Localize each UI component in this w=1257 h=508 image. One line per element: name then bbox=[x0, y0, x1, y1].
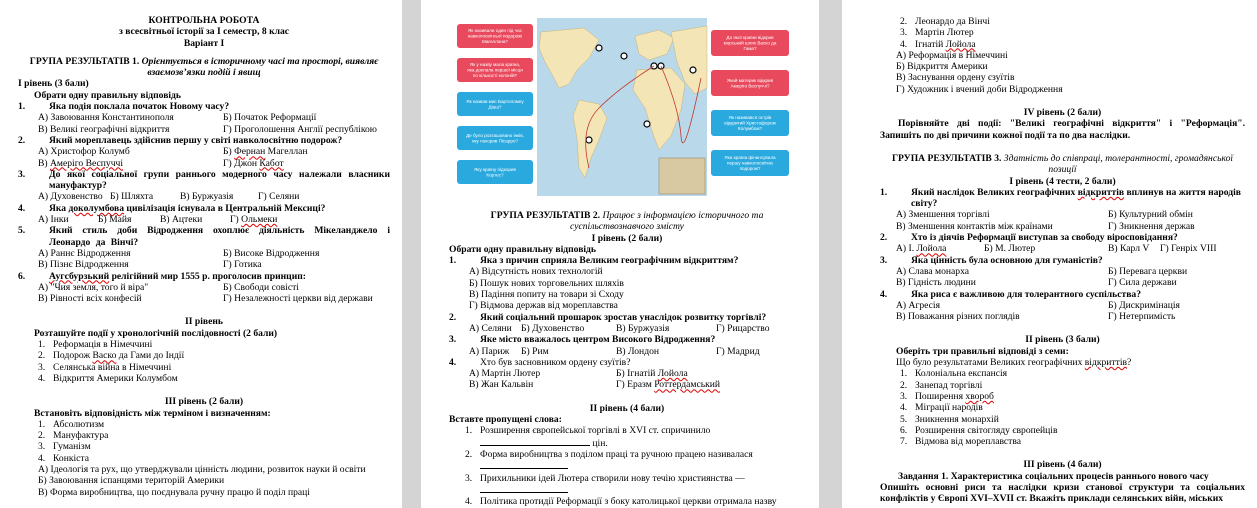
list-item bbox=[18, 373, 390, 384]
item-text: да Гами до Індії bbox=[116, 350, 185, 362]
group1-title: ГРУПА РЕЗУЛЬТАТІВ 1. bbox=[29, 55, 140, 67]
group2-title: ГРУПА РЕЗУЛЬТАТІВ 2. bbox=[490, 210, 601, 221]
p1-q5-options bbox=[18, 248, 390, 259]
option: В) Зменшення контактів між країнами bbox=[896, 220, 1053, 232]
item-text: Прихильники ідей Лютера створили нову течію християнства — bbox=[480, 472, 745, 484]
option: А) Інки bbox=[38, 214, 69, 226]
fill-item bbox=[449, 473, 805, 497]
text-part: цивілізація існувала в Центральній Мексиці? bbox=[124, 202, 326, 214]
item-text: Форма виробництва з поділом праці та ручною працею називалася bbox=[480, 448, 753, 460]
option: Б) Початок Реформації bbox=[223, 112, 317, 124]
option bbox=[38, 158, 223, 169]
p3-level4-heading: ІV рівень (2 бали) bbox=[1023, 107, 1102, 119]
p3-results-list bbox=[880, 368, 1245, 447]
p1-level2-instruction: Розташуйте події у хронологічній послідовності (2 бали) bbox=[34, 327, 278, 339]
p1-level2-heading: ІІ рівень bbox=[185, 316, 223, 328]
p1-level1-instruction: Обрати одну правильну відповідь bbox=[34, 89, 181, 101]
p1-q1-options bbox=[18, 112, 390, 123]
map-marker bbox=[644, 121, 650, 127]
p1-q4-options bbox=[18, 214, 390, 225]
item-number: 3. bbox=[465, 472, 473, 484]
spellcheck-word: Фернан bbox=[234, 146, 266, 158]
item-number: 3. bbox=[900, 27, 908, 39]
fill-item bbox=[449, 425, 805, 449]
option: Б) Рим bbox=[521, 345, 549, 357]
document-page-1 bbox=[0, 0, 402, 508]
question-box-text: Яка країна фінансувала першу навколосвітню подорож? bbox=[724, 155, 776, 171]
option: Г) Сила держави bbox=[1108, 277, 1177, 289]
list-item bbox=[880, 414, 1245, 425]
item-text: Колоніальна експансія bbox=[915, 368, 1008, 380]
option: В) Буржуазія bbox=[616, 322, 670, 334]
option: Б) Духовенство bbox=[521, 322, 585, 334]
item-number: 4. bbox=[465, 496, 473, 508]
p1-q3-number: 3. bbox=[18, 168, 26, 180]
p1-level3-heading: ІІІ рівень (2 бали) bbox=[164, 396, 244, 408]
question-box-text: Як називали один під час навколосвітньої подорожі Магеллана? bbox=[467, 28, 523, 44]
document-page-3 bbox=[842, 0, 1257, 508]
group2-desc: Працює з інформацією історичного та суспільствознавчого змісту bbox=[570, 210, 764, 233]
option: Г) Незалежності церкви від держави bbox=[223, 293, 373, 305]
answer-blank[interactable] bbox=[480, 437, 590, 446]
p3-q1 bbox=[880, 187, 1245, 210]
p1-q3-text: До якої соціальної групи раннього модерного часу належали власники мануфактур? bbox=[49, 168, 390, 192]
p1-q6-text bbox=[33, 271, 390, 282]
spellcheck-word: Амеріго Веспуччі bbox=[50, 157, 124, 169]
text-part: релігійний мир 1555 р. проголосив принцип: bbox=[109, 270, 306, 282]
option bbox=[223, 158, 284, 169]
item-text: Гуманізм bbox=[53, 441, 91, 453]
spellcheck-word: Лойола bbox=[657, 368, 688, 380]
option: А) Духовенство bbox=[38, 191, 103, 203]
option-prefix: Б) Ігнатій bbox=[616, 368, 658, 380]
list-item bbox=[880, 402, 1245, 413]
option: В) Поважання різних поглядів bbox=[896, 311, 1020, 323]
p1-q6-options-2 bbox=[18, 293, 390, 304]
p3-level4-text: Порівняйте дві події: "Великі географічні відкриття" і "Реформація". Запишіть по дві причини кожної події та по два наслідки. bbox=[880, 118, 1245, 141]
p1-q2-options bbox=[18, 146, 390, 157]
list-item bbox=[880, 380, 1245, 391]
p2-q4-options-2 bbox=[449, 379, 805, 390]
item-text: Міграції народів bbox=[915, 402, 983, 414]
p2-q3-text: Яке місто вважалось центром Високого Відродження? bbox=[480, 334, 716, 346]
p3-q3-number: 3. bbox=[880, 254, 888, 266]
option: В) Гідність людини bbox=[896, 277, 976, 289]
p1-q3 bbox=[18, 169, 390, 192]
p2-level1-instruction: Обрати одну правильну відповідь bbox=[449, 243, 596, 255]
option: А) Париж bbox=[469, 345, 510, 357]
list-item bbox=[880, 368, 1245, 379]
list-item bbox=[880, 391, 1245, 402]
p1-level1-heading: І рівень (3 бали) bbox=[18, 78, 89, 90]
option: В) Великі географічні відкриття bbox=[38, 123, 170, 135]
list-item bbox=[880, 39, 1245, 50]
p1-q2 bbox=[18, 135, 390, 146]
item-text: Відмова від мореплавства bbox=[915, 436, 1022, 448]
option: В) Лондон bbox=[616, 345, 660, 357]
variant-label: Варіант І bbox=[183, 37, 225, 49]
spellcheck-word: Роттердамський bbox=[654, 379, 721, 391]
option: В) Пізнє Відродження bbox=[38, 259, 129, 271]
text-part: Який наслідок Великих географічних bbox=[911, 186, 1078, 198]
item-text: Ігнатій bbox=[915, 38, 946, 50]
item-text: Розширення світогляду європейців bbox=[915, 424, 1058, 436]
option bbox=[896, 243, 984, 254]
p2-q1 bbox=[449, 255, 805, 266]
task1-title: Завдання 1. Характеристика соціальних процесів раннього нового часу bbox=[898, 470, 1209, 482]
p1-chronology-list bbox=[18, 339, 390, 384]
item-text: Селянська війна в Німеччині bbox=[53, 361, 172, 373]
p1-q5 bbox=[18, 225, 390, 248]
option: Б) Свободи совісті bbox=[223, 281, 299, 293]
p2-q2 bbox=[449, 312, 805, 323]
option: А) Завоювання Константинополя bbox=[38, 112, 174, 124]
item-number: 2. bbox=[38, 350, 46, 362]
option: Г) Рицарство bbox=[716, 322, 770, 334]
item-number: 3. bbox=[900, 390, 908, 402]
list-item bbox=[18, 453, 390, 464]
right-question-boxes bbox=[711, 30, 789, 176]
p3-q1-text bbox=[895, 187, 1245, 210]
option: А) Селяни bbox=[469, 322, 512, 334]
option-prefix: В) bbox=[38, 157, 50, 169]
text-part: ? bbox=[1127, 357, 1132, 369]
option: А) Зменшення торгівлі bbox=[896, 209, 990, 221]
p2-q2-number: 2. bbox=[449, 311, 457, 323]
question-box-text: Як називався острів відкритий Христофором Колумбом? bbox=[724, 115, 776, 131]
item-number: 4. bbox=[900, 38, 908, 50]
list-item bbox=[880, 16, 1245, 27]
spellcheck-word: відкриттів bbox=[1077, 186, 1125, 198]
spellcheck-word: хвороб bbox=[965, 390, 994, 402]
map-marker bbox=[690, 67, 696, 73]
task1-text: Опишіть основні риси та наслідки кризи станової структури та соціальних конфліктів у Європі ХVІ–ХVІІ ст. Вкажіть приклади селянських війн, міських bbox=[880, 481, 1245, 505]
p3-q3-text: Яка цінність була основною для гуманістів? bbox=[911, 254, 1103, 266]
group3-title: ГРУПА РЕЗУЛЬТАТІВ 3. bbox=[891, 152, 1002, 164]
option: А) "Чия земля, того й віра" bbox=[38, 281, 149, 293]
answer-blank[interactable] bbox=[480, 460, 568, 469]
option: А) Відсутність нових технологій bbox=[469, 266, 603, 278]
p2-q4-number: 4. bbox=[449, 356, 457, 368]
text-part: Що було результатами Великих географічних bbox=[896, 357, 1085, 369]
group1-desc: Орієнтується в історичному часі та просторі, виявляє взаємозв’язки подій і явищ bbox=[139, 55, 379, 79]
map-svg bbox=[449, 18, 794, 196]
item-text: Абсолютизм bbox=[53, 418, 105, 430]
option: В) Рівності всіх конфесій bbox=[38, 293, 142, 305]
question-box-text: Як у назву мала країна, яка доклала першої місця по кількості колоній? bbox=[467, 62, 523, 78]
item-text: Занепад торгівлі bbox=[915, 379, 983, 391]
item-text: цін. bbox=[592, 437, 608, 449]
option: В) Карл V bbox=[1108, 243, 1150, 255]
option: А) Мартін Лютер bbox=[469, 368, 541, 380]
p3-q4-options-2 bbox=[880, 311, 1245, 322]
p2-q2-text: Який соціальний прошарок зростав унаслідок розвитку торгівлі? bbox=[480, 311, 767, 323]
question-box-text: Як назвав мис Бартоломеу Діаш? bbox=[466, 98, 524, 110]
p1-q5-number: 5. bbox=[18, 225, 26, 237]
p3-q4-text: Яка риса є важливою для толерантного суспільства? bbox=[911, 288, 1141, 300]
p3-level2-heading: ІІ рівень (3 бали) bbox=[1025, 334, 1100, 346]
p1-q5-text: Який стиль доби Відродження охоплює діяльність Мікеланджело і Леонардо да Вінчі? bbox=[49, 225, 390, 248]
option: Г) Проголошення Англії республікою bbox=[223, 123, 377, 135]
option-suffix: Магеллан bbox=[265, 146, 308, 158]
option: Б) Високе Відродження bbox=[223, 247, 320, 259]
list-item bbox=[880, 425, 1245, 436]
p1-terms-list bbox=[18, 419, 390, 464]
p1-q2-number: 2. bbox=[18, 134, 26, 146]
item-number: 1. bbox=[465, 425, 473, 437]
group1-heading bbox=[18, 56, 390, 79]
list-item bbox=[18, 339, 390, 350]
option-prefix: Б) bbox=[223, 146, 235, 158]
p3-q2-text: Хто із діячів Реформації виступав за свободу віросповідання? bbox=[911, 232, 1178, 244]
p2-q4-options bbox=[449, 368, 805, 379]
fill-item bbox=[449, 449, 805, 473]
option: В) Ацтеки bbox=[160, 214, 203, 226]
option bbox=[223, 146, 308, 157]
item-text: Леонардо да Вінчі bbox=[915, 16, 990, 27]
p3-q3 bbox=[880, 255, 1245, 266]
item-number: 4. bbox=[38, 372, 46, 384]
option: А) Христофор Колумб bbox=[38, 146, 130, 158]
p1-q1 bbox=[18, 101, 390, 112]
map-inset-image bbox=[659, 158, 705, 194]
p2-q4-text: Хто був засновником ордену єзуїтів? bbox=[480, 356, 631, 368]
p3-q4-options bbox=[880, 300, 1245, 311]
p1-q6-options bbox=[18, 282, 390, 293]
list-item bbox=[880, 27, 1245, 38]
p3-q2-options bbox=[880, 243, 1245, 254]
option: Б) Пошук нових торговельних шляхів bbox=[469, 277, 624, 289]
option: Г) Мадрид bbox=[716, 345, 760, 357]
spellcheck-word: Аугсбурзький bbox=[49, 270, 110, 282]
p2-level2-heading: ІІ рівень (4 бали) bbox=[589, 402, 665, 414]
p3-q1-number: 1. bbox=[880, 186, 888, 198]
p1-q2-text: Який мореплавець здійснив першу у світі навколосвітню подорож? bbox=[49, 134, 343, 146]
p3-q4 bbox=[880, 289, 1245, 300]
item-text: Політика протидії Реформації з боку католицької церкви отримала назву bbox=[480, 496, 777, 508]
item-number: 3. bbox=[38, 361, 46, 373]
p3-q2 bbox=[880, 232, 1245, 243]
option: Б) Дискримінація bbox=[1108, 299, 1180, 311]
p3-level2-question bbox=[880, 357, 1245, 368]
p3-task1 bbox=[880, 471, 1245, 505]
test-subtitle: з всесвітньої історії за І семестр, 8 клас bbox=[118, 26, 290, 38]
item-text: Конкіста bbox=[53, 452, 90, 464]
item-number: 6. bbox=[900, 424, 908, 436]
item-text: Подорож bbox=[53, 350, 93, 362]
p3-q2-number: 2. bbox=[880, 232, 888, 244]
world-map-infographic bbox=[449, 18, 805, 196]
answer-blank[interactable] bbox=[480, 484, 568, 493]
option: Б) Культурний обмін bbox=[1108, 209, 1193, 221]
item-text: Реформація в Німеччині bbox=[53, 339, 153, 351]
document-page-2 bbox=[421, 0, 819, 508]
p2-q2-options bbox=[449, 323, 805, 334]
spellcheck-word: Кабот bbox=[259, 157, 284, 169]
group3-desc: Здатність до співпраці, толерантності, громадянської позиції bbox=[1001, 152, 1234, 176]
item-text: Мартін Лютер bbox=[915, 27, 974, 39]
list-item bbox=[18, 362, 390, 373]
p3-q3-options-2 bbox=[880, 277, 1245, 288]
map-marker bbox=[621, 53, 627, 59]
option-prefix: Г) Еразм bbox=[616, 379, 655, 391]
list-item bbox=[18, 419, 390, 430]
option: В) Буржуазія bbox=[180, 191, 234, 203]
item-number: 2. bbox=[900, 16, 908, 27]
p1-q5-options-2 bbox=[18, 259, 390, 270]
option: Б) М. Лютер bbox=[984, 243, 1036, 255]
fill-item bbox=[449, 496, 805, 508]
item-text: Розширення європейської торгівлі в ХVІ ст. спричинило bbox=[480, 425, 711, 437]
p3-q3-options bbox=[880, 266, 1245, 277]
p1-q6-number: 6. bbox=[18, 270, 26, 282]
item-number: 5. bbox=[900, 413, 908, 425]
spellcheck-word: відкриттів bbox=[1084, 357, 1128, 369]
item-number: 4. bbox=[38, 452, 46, 464]
item-number: 1. bbox=[38, 418, 46, 430]
item-number: 1. bbox=[38, 339, 46, 351]
option: А) Раннє Відродження bbox=[38, 247, 131, 259]
definition: А) Ідеологія та рух, що утверджували цінність людини, розвиток науки й освіти bbox=[38, 463, 366, 475]
option-prefix: Г) Джон bbox=[223, 157, 260, 169]
definition: Б) Відкриття Америки bbox=[896, 61, 988, 73]
option: Б) Майя bbox=[98, 214, 132, 226]
item-text: Зникнення монархій bbox=[915, 413, 999, 425]
p1-q1-text: Яка подія поклала початок Новому часу? bbox=[49, 101, 230, 113]
p3-level2-instruction: Оберіть три правильні відповіді з семи: bbox=[896, 345, 1069, 357]
option bbox=[616, 379, 720, 390]
test-title: КОНТРОЛЬНА РОБОТА bbox=[148, 15, 260, 26]
option: Г) Готика bbox=[223, 259, 262, 271]
p1-q3-options bbox=[18, 191, 390, 202]
definition: Б) Завоювання іспанцями територій Америки bbox=[38, 475, 225, 487]
question-box-text: Яку країну підкорив Кортес? bbox=[474, 166, 516, 178]
spellcheck-word: Лойола bbox=[916, 243, 947, 255]
definition: А) Реформація в Німеччині bbox=[896, 49, 1008, 61]
definition: В) Форма виробництва, що поєднувала ручну працю й поділ праці bbox=[38, 486, 310, 498]
option: А) Агресія bbox=[896, 299, 941, 311]
question-box-text: До якої країни відкрив морський шлях Васко да Гама? bbox=[723, 35, 777, 51]
question-box-text: Який материк відкрив Амеріго Веспуччі? bbox=[726, 77, 774, 89]
option-prefix: А) І. bbox=[896, 243, 917, 255]
option bbox=[230, 214, 277, 225]
p1-level3-instruction: Встановіть відповідність між терміном і визначенням: bbox=[34, 407, 271, 419]
list-item bbox=[880, 436, 1245, 447]
option: Б) Перевага церкви bbox=[1108, 265, 1188, 277]
option bbox=[616, 368, 688, 379]
item-text: Мануфактура bbox=[53, 430, 109, 442]
p2-q3 bbox=[449, 334, 805, 345]
option: В) Падіння попиту на товари зі Сходу bbox=[469, 289, 624, 301]
p3-q4-number: 4. bbox=[880, 288, 888, 300]
item-text: Відкриття Америки Колумбом bbox=[53, 372, 178, 384]
p1-q1-number: 1. bbox=[18, 101, 26, 113]
question-box-text: Де було розташовано інків, яку покорив Пісарро? bbox=[466, 132, 524, 144]
p2-q1-number: 1. bbox=[449, 255, 457, 267]
option: Г) Зникнення держав bbox=[1108, 220, 1195, 232]
p3-level3-heading: ІІІ рівень (4 бали) bbox=[1023, 459, 1102, 471]
spellcheck-word: Васко bbox=[92, 350, 117, 362]
p2-level2-instruction: Вставте пропущені слова: bbox=[449, 414, 562, 426]
p2-q3-options bbox=[449, 346, 805, 357]
option-prefix: Г) bbox=[230, 214, 242, 226]
text-part: Яка bbox=[49, 202, 69, 214]
item-number: 2. bbox=[38, 430, 46, 442]
item-number: 2. bbox=[900, 379, 908, 391]
map-marker bbox=[586, 137, 592, 143]
definition: В) Заснування ордену єзуїтів bbox=[896, 72, 1015, 84]
left-question-boxes bbox=[457, 24, 533, 184]
p1-q4-number: 4. bbox=[18, 202, 26, 214]
p1-q1-options-2 bbox=[18, 124, 390, 135]
p3-q1-options-2 bbox=[880, 221, 1245, 232]
p1-q4-text bbox=[33, 203, 390, 214]
option: Г) Генріх VІІІ bbox=[1160, 243, 1217, 255]
spellcheck-word: Ольмеки bbox=[241, 214, 278, 226]
item-number: 3. bbox=[38, 441, 46, 453]
spellcheck-word: Лойола bbox=[945, 38, 976, 50]
p2-q4 bbox=[449, 357, 805, 368]
p1-q2-options-2 bbox=[18, 158, 390, 169]
p2-q3-number: 3. bbox=[449, 334, 457, 346]
definition: Г) Художник і вчений доби Відродження bbox=[896, 83, 1063, 95]
p2-q1-text: Яка з причин сприяла Великим географічним відкриттям? bbox=[480, 255, 739, 267]
item-number: 2. bbox=[465, 448, 473, 460]
option: В) Жан Кальвін bbox=[469, 379, 534, 391]
list-item bbox=[18, 430, 390, 441]
item-number: 7. bbox=[900, 436, 908, 448]
group3-heading bbox=[880, 153, 1245, 176]
option: Б) Шляхта bbox=[110, 191, 154, 203]
p2-level1-heading: І рівень (2 бали) bbox=[591, 232, 663, 244]
option: Г) Нетерпимість bbox=[1108, 311, 1176, 323]
p3-q1-options bbox=[880, 209, 1245, 220]
p1-q4 bbox=[18, 203, 390, 214]
item-number: 4. bbox=[900, 402, 908, 414]
list-item bbox=[18, 441, 390, 452]
option: Г) Відмова держав від мореплавства bbox=[469, 300, 618, 312]
text-part: вплинув на життя народів світу? bbox=[911, 186, 1241, 210]
list-item bbox=[18, 350, 390, 361]
group2-heading bbox=[449, 210, 805, 233]
map-marker bbox=[596, 45, 602, 51]
item-number: 1. bbox=[900, 368, 908, 380]
spellcheck-word: доколумбова bbox=[68, 202, 125, 214]
option: А) Слава монарха bbox=[896, 265, 970, 277]
p1-q6 bbox=[18, 271, 390, 282]
item-text: Поширення bbox=[915, 390, 966, 402]
p3-level1-heading: І рівень (4 тести, 2 бали) bbox=[1009, 175, 1116, 187]
option: Г) Селяни bbox=[258, 191, 300, 203]
